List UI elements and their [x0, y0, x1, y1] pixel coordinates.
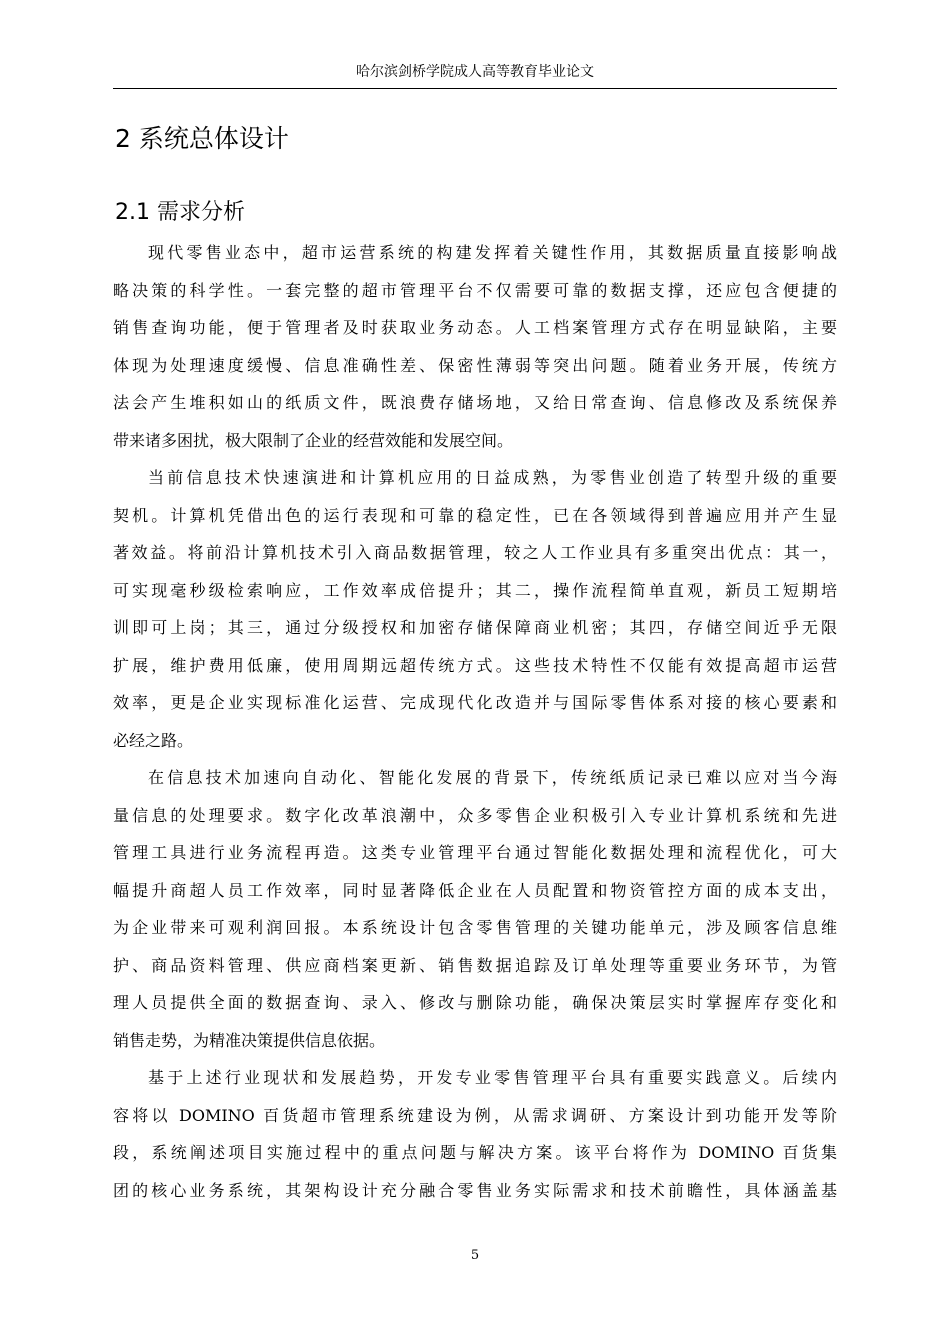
- text-line: 契机。计算机凭借出色的运行表现和可靠的稳定性，已在各领域得到普遍应用并产生显: [113, 505, 837, 525]
- paragraph: [113, 765, 837, 1065]
- text-line: 理人员提供全面的数据查询、录入、修改与删除功能，确保决策层实时掌握库存变化和: [113, 993, 837, 1012]
- text-line: 法会产生堆积如山的纸质文件，既浪费存储场地，又给日常查询、信息修改及系统保养: [113, 393, 837, 412]
- body-text: [113, 240, 837, 1215]
- text-line: 可实现毫秒级检索响应，工作效率成倍提升；其二，操作流程简单直观，新员工短期培: [113, 580, 837, 600]
- chapter-heading: 2 系统总体设计: [115, 124, 289, 153]
- text-line: 著效益。将前沿计算机技术引入商品数据管理，较之人工作业具有多重突出优点：其一，: [113, 543, 837, 562]
- text-line: 现代零售业态中，超市运营系统的构建发挥着关键性作用，其数据质量直接影响战: [148, 243, 837, 262]
- text-line: 段，系统阐述项目实施过程中的重点问题与解决方案。该平台将作为 DOMINO 百货集: [113, 1143, 837, 1162]
- text-line: 护、商品资料管理、供应商档案更新、销售数据追踪及订单处理等重要业务环节，为管: [113, 955, 837, 975]
- text-line: 略决策的科学性。一套完整的超市管理平台不仅需要可靠的数据支撑，还应包含便捷的: [113, 280, 837, 300]
- text-line: 带来诸多困扰，极大限制了企业的经营效能和发展空间。: [113, 430, 514, 450]
- text-line: 效率，更是企业实现标准化运营、完成现代化改造并与国际零售体系对接的核心要素和: [113, 693, 837, 712]
- paragraph: [113, 465, 837, 765]
- running-header: 哈尔滨剑桥学院成人高等教育毕业论文: [356, 64, 594, 80]
- text-line: 当前信息技术快速演进和计算机应用的日益成熟，为零售业创造了转型升级的重要: [148, 468, 837, 487]
- text-line: 扩展，维护费用低廉，使用周期远超传统方式。这些技术特性不仅能有效提高超市运营: [113, 655, 837, 675]
- text-line: 容将以 DOMINO 百货超市管理系统建设为例，从需求调研、方案设计到功能开发等阶: [113, 1105, 837, 1125]
- text-line: 管理工具进行业务流程再造。这类专业管理平台通过智能化数据处理和流程优化，可大: [113, 843, 837, 862]
- page-number: 5: [470, 1248, 480, 1263]
- text-line: 体现为处理速度缓慢、信息准确性差、保密性薄弱等突出问题。随着业务开展，传统方: [113, 355, 837, 375]
- paragraph: [113, 1065, 837, 1215]
- text-line: 为企业带来可观利润回报。本系统设计包含零售管理的关键功能单元，涉及顾客信息维: [113, 918, 837, 937]
- paragraph: [113, 240, 837, 465]
- text-line: 量信息的处理要求。数字化改革浪潮中，众多零售企业积极引入专业计算机系统和先进: [113, 805, 837, 825]
- header-rule: [113, 88, 837, 89]
- text-line: 幅提升商超人员工作效率，同时显著降低企业在人员配置和物资管控方面的成本支出，: [113, 880, 837, 900]
- text-line: 销售走势，为精准决策提供信息依据。: [113, 1030, 386, 1050]
- text-line: 训即可上岗；其三，通过分级授权和加密存储保障商业机密；其四，存储空间近乎无限: [113, 618, 837, 637]
- text-line: 必经之路。: [113, 730, 194, 750]
- text-line: 销售查询功能，便于管理者及时获取业务动态。人工档案管理方式存在明显缺陷，主要: [113, 318, 837, 337]
- text-line: 团的核心业务系统，其架构设计充分融合零售业务实际需求和技术前瞻性，具体涵盖基: [113, 1180, 837, 1200]
- text-line: 基于上述行业现状和发展趋势，开发专业零售管理平台具有重要实践意义。后续内: [148, 1068, 837, 1087]
- text-line: 在信息技术加速向自动化、智能化发展的背景下，传统纸质记录已难以应对当今海: [148, 768, 837, 787]
- section-heading: 2.1 需求分析: [115, 200, 245, 225]
